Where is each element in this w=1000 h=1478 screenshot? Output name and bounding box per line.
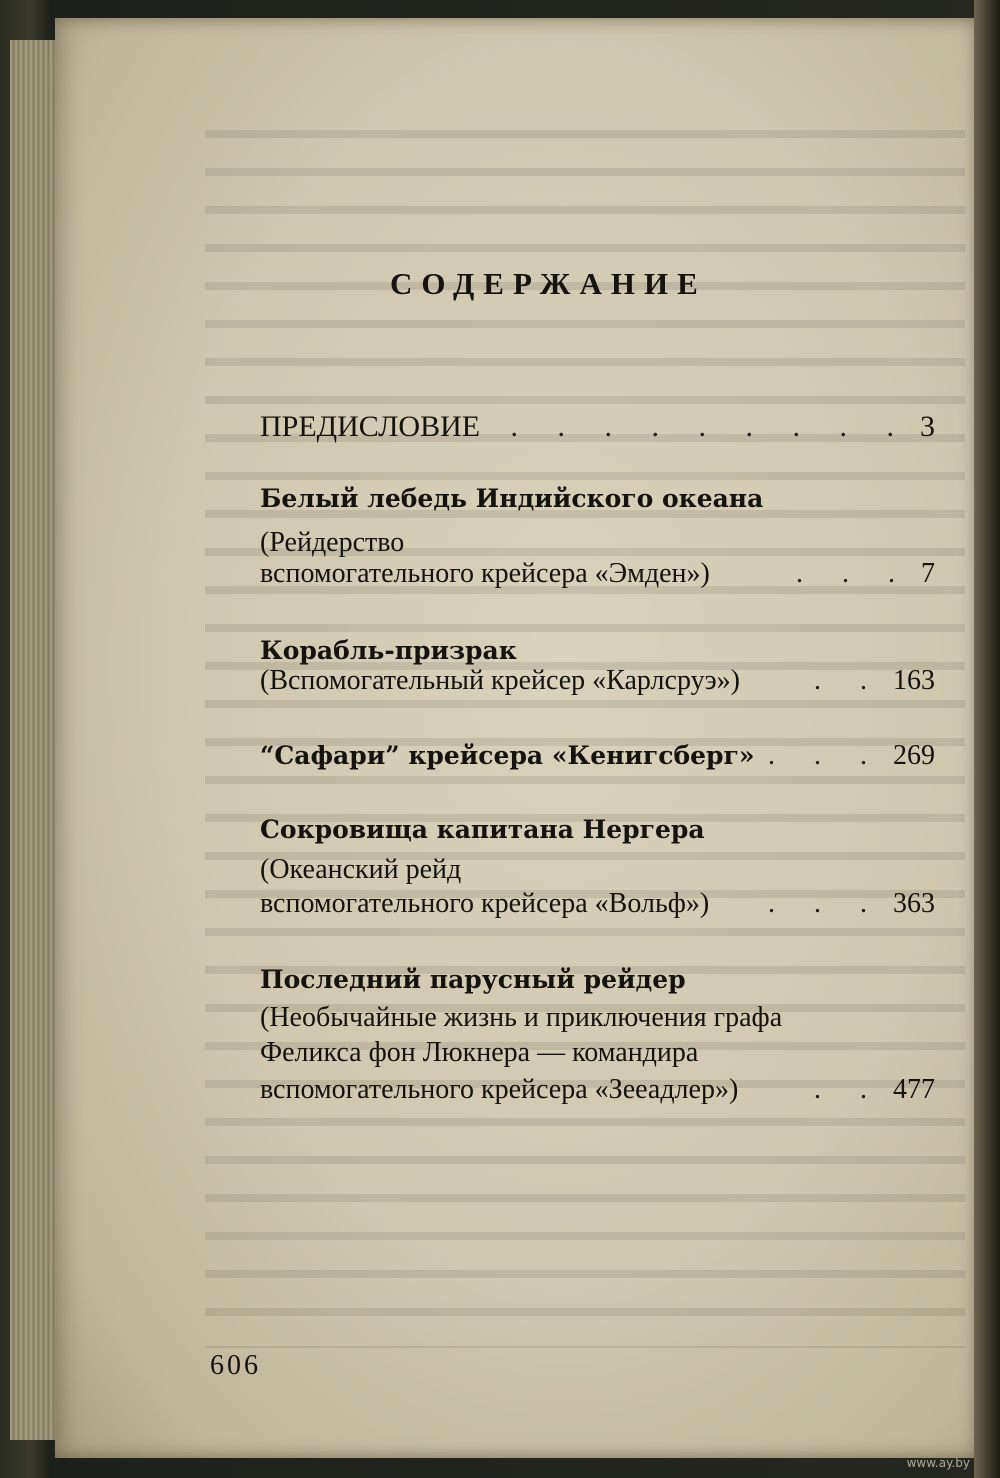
toc-leader-dots: . . . . . . . . . [510, 410, 910, 443]
toc-entry-subtitle: (Океанский рейд [260, 854, 462, 885]
toc-leader-dots: . . . [768, 888, 883, 919]
toc-entry-subtitle: вспомогательного крейсера «Вольф») [260, 888, 710, 919]
page-title: СОДЕРЖАНИЕ [390, 266, 707, 301]
toc-page-number: 7 [921, 558, 935, 589]
toc-leader-dots: . . . [768, 740, 883, 771]
toc-entry-subtitle: (Необычайные жизнь и приключения графа [260, 1002, 783, 1033]
toc-entry-subtitle: вспомогательного крейсера «Эмден») [260, 558, 710, 589]
toc-page-number: 477 [893, 1074, 935, 1105]
toc-entry-row [260, 1071, 935, 1109]
toc-entry-title: Последний парусный рейдер [260, 965, 686, 994]
book-page [55, 18, 980, 1458]
toc-entry-row [260, 737, 935, 775]
toc-entry-title: Белый лебедь Индийского океана [260, 484, 764, 513]
toc-leader-dots: . . [814, 665, 883, 696]
toc-entry-title: Сокровища капитана Нергера [260, 815, 705, 844]
table-of-contents [260, 18, 935, 1458]
toc-leader-dots: . . [814, 1074, 883, 1105]
toc-entry-row [260, 662, 935, 700]
toc-entry-subtitle: Феликса фон Люкнера — командира [260, 1037, 699, 1068]
toc-entry-subtitle: (Рейдерство [260, 527, 405, 558]
toc-entry-preface [260, 408, 935, 446]
toc-entry-row [260, 885, 935, 923]
toc-entry-subtitle: вспомогательного крейсера «Зееадлер») [260, 1074, 739, 1105]
toc-entry-title: “Сафари” крейсера «Кенигсберг» [260, 741, 755, 770]
toc-page-number: 363 [893, 888, 935, 919]
toc-page-number: 3 [920, 410, 935, 443]
toc-entry-title: Корабль-призрак [260, 636, 517, 665]
watermark: www.ay.by [906, 1456, 970, 1470]
toc-entry-label: ПРЕДИСЛОВИЕ [260, 410, 481, 443]
toc-entry-subtitle: (Вспомогательный крейсер «Карлсруэ») [260, 665, 740, 696]
toc-page-number: 163 [893, 665, 935, 696]
book-spine-shadow [974, 0, 1000, 1478]
toc-page-number: 269 [893, 740, 935, 771]
toc-leader-dots: . . . [796, 558, 911, 589]
page-number: 606 [210, 1350, 261, 1381]
toc-entry-row [260, 555, 935, 593]
